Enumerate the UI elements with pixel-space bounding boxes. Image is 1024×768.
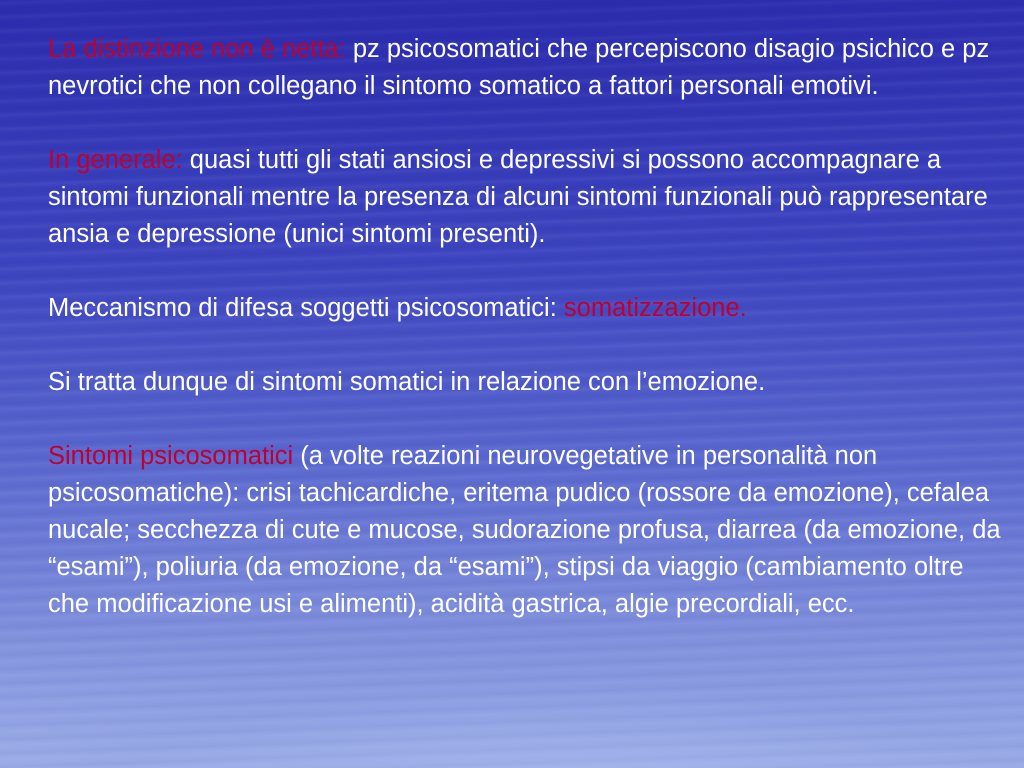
paragraph-text: quasi tutti gli stati ansiosi e depressivi si possono accompagnare a sintomi funzionali mentre la presenza di alcuni sintomi funzionali può rappresentare ansia e depressione (unici sintomi presenti).	[48, 146, 988, 248]
paragraph-emotion	[48, 364, 1008, 401]
paragraph-text: Si tratta dunque di sintomi somatici in relazione con l’emozione.	[48, 368, 766, 396]
paragraph-distinction	[48, 31, 1008, 105]
paragraph-general	[48, 142, 1008, 253]
paragraph-highlight: somatizzazione.	[563, 294, 747, 322]
paragraph-lead: Sintomi psicosomatici	[48, 442, 294, 470]
paragraph-text: pz psicosomatici che percepiscono disagio psichico e pz nevrotici che non collegano il sintomo somatico a fattori personali emotivi.	[48, 35, 990, 100]
paragraph-text: (a volte reazioni neurovegetative in personalità non psicosomatiche): crisi tachicardiche, eritema pudico (rossore da emozione), cefalea nucale; secchezza di cute e mucose, sudorazione profusa, diarrea (da emozione, da “esami”), poliuria (da emozione, da “esami”), stipsi da viaggio (cambiamento oltre che modificazione usi e alimenti), acidità gastrica, algie precordiali, ecc.	[48, 442, 1001, 618]
paragraph-lead: In generale:	[48, 146, 183, 174]
paragraph-lead: La distinzione non è netta:	[48, 35, 346, 63]
paragraph-text: Meccanismo di difesa soggetti psicosomatici:	[48, 294, 564, 322]
slide-body	[48, 31, 1008, 623]
paragraph-symptoms	[48, 438, 1008, 623]
paragraph-defense-mechanism	[48, 290, 1008, 327]
